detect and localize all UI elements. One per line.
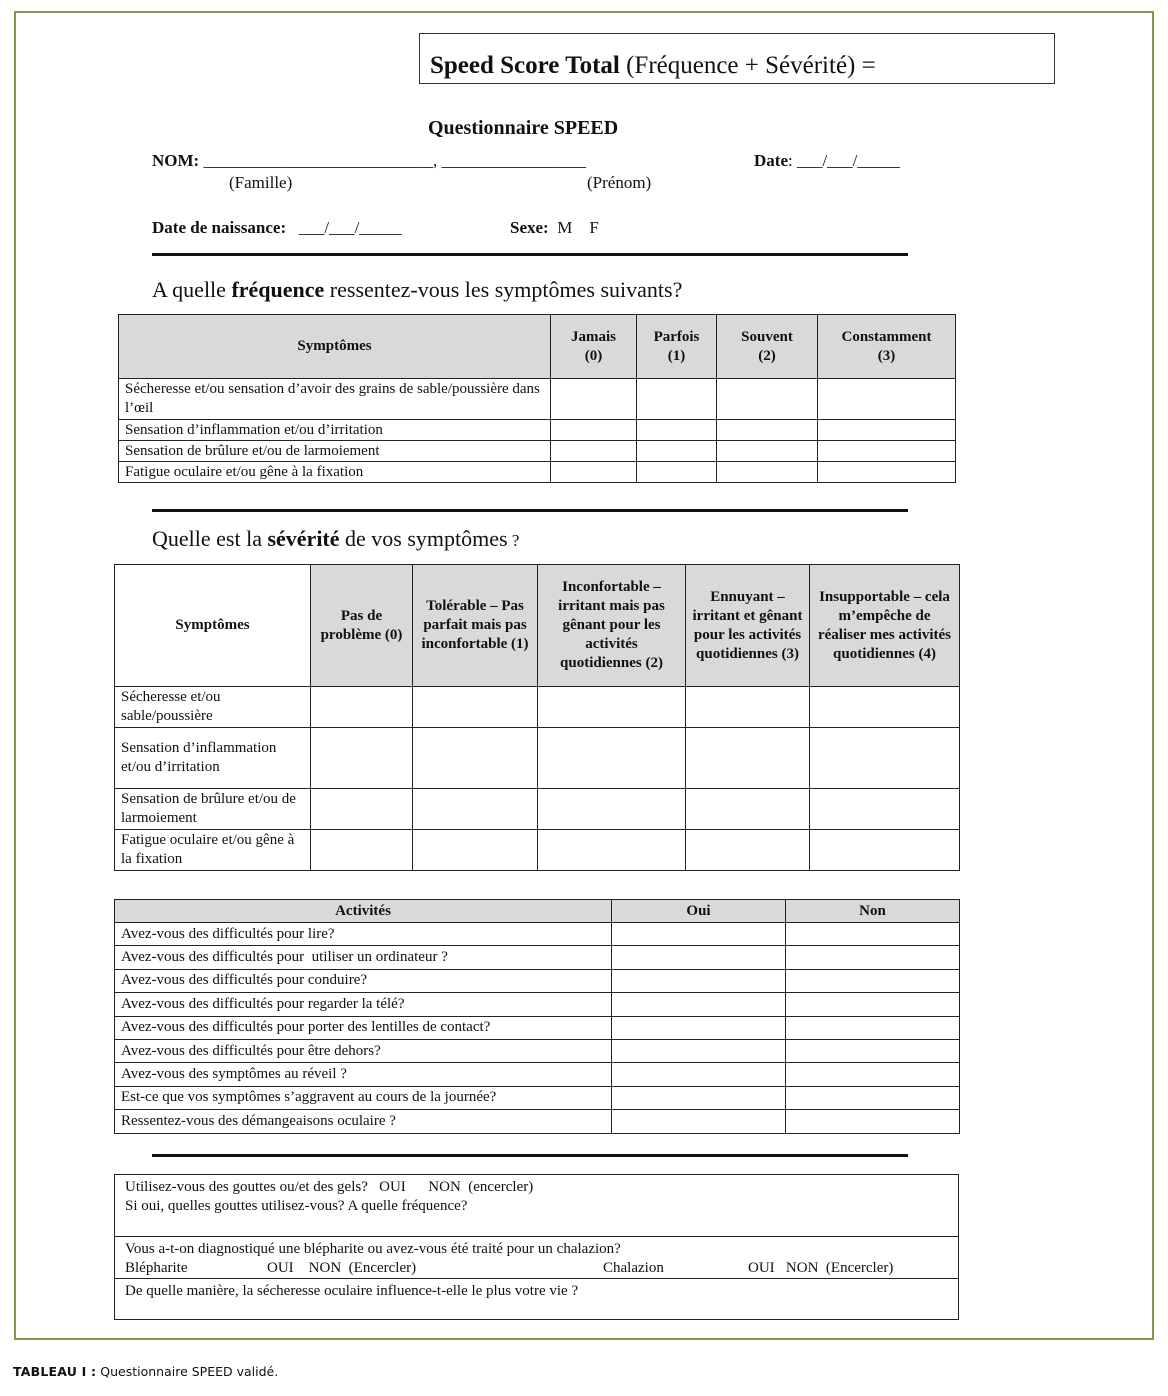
sev-header-3: Ennuyant – irritant et gênant pour les activités quotidiennes (3) — [686, 565, 810, 687]
answer-cell[interactable] — [686, 830, 810, 871]
non-cell[interactable] — [786, 993, 960, 1016]
sexe-label: Sexe: — [510, 218, 549, 237]
answer-cell[interactable] — [413, 830, 538, 871]
answer-cell[interactable] — [818, 441, 956, 462]
answer-cell[interactable] — [551, 462, 637, 483]
non-cell[interactable] — [786, 923, 960, 946]
answer-cell[interactable] — [818, 420, 956, 441]
nom-label: NOM: — [152, 151, 200, 170]
page-title: Questionnaire SPEED — [428, 117, 619, 139]
blepharitis-question: Vous a-t-on diagnostiqué une blépharite ou avez-vous été traité pour un chalazion? — [125, 1241, 621, 1257]
activities-table — [114, 899, 960, 1134]
non-cell[interactable] — [786, 1039, 960, 1062]
activity-label: Avez-vous des difficultés pour lire? — [115, 923, 612, 946]
answer-cell[interactable] — [810, 687, 960, 728]
oui-cell[interactable] — [612, 1016, 786, 1039]
answer-cell[interactable] — [637, 441, 717, 462]
table-row — [119, 379, 956, 420]
answer-cell[interactable] — [818, 379, 956, 420]
oui-cell[interactable] — [612, 1039, 786, 1062]
answer-cell[interactable] — [818, 462, 956, 483]
freq-header-souvent: Souvent (2) — [717, 315, 818, 379]
dob-blank: ___/___/_____ — [298, 218, 402, 237]
chalazion-label: Chalazion — [603, 1260, 664, 1276]
activity-label: Ressentez-vous des démangeaisons oculaire ? — [115, 1110, 612, 1133]
score-total-box — [419, 33, 1055, 84]
blepharitis-block — [115, 1237, 958, 1279]
answer-cell[interactable] — [311, 728, 413, 789]
non-cell[interactable] — [786, 946, 960, 969]
oui-cell[interactable] — [612, 1086, 786, 1109]
table-row — [115, 1063, 960, 1086]
date-label: Date — [754, 151, 788, 170]
answer-cell[interactable] — [538, 789, 686, 830]
oui-cell[interactable] — [612, 946, 786, 969]
divider — [152, 509, 908, 512]
answer-cell[interactable] — [717, 420, 818, 441]
severity-table — [114, 564, 960, 871]
impact-block — [115, 1279, 958, 1319]
answer-cell[interactable] — [413, 687, 538, 728]
answer-cell[interactable] — [311, 789, 413, 830]
freq-row-label: Sensation d’inflammation et/ou d’irritation — [119, 420, 551, 441]
oui-cell[interactable] — [612, 969, 786, 992]
freq-header-constamment: Constamment (3) — [818, 315, 956, 379]
answer-cell[interactable] — [717, 379, 818, 420]
blepharitis-options[interactable]: OUI NON (Encercler) — [267, 1260, 417, 1276]
non-cell[interactable] — [786, 1016, 960, 1039]
answer-cell[interactable] — [551, 441, 637, 462]
table-row — [115, 1110, 960, 1133]
activity-label: Avez-vous des difficultés pour conduire? — [115, 969, 612, 992]
additional-questions-box — [114, 1174, 959, 1320]
severity-question-pre: Quelle est la — [152, 526, 268, 551]
table-row — [119, 462, 956, 483]
answer-cell[interactable] — [686, 789, 810, 830]
table-row — [119, 420, 956, 441]
frequency-question-pre: A quelle — [152, 277, 232, 302]
sev-header-symptoms: Symptômes — [115, 565, 311, 687]
frequency-question-post: ressentez-vous les symptômes suivants? — [324, 277, 683, 302]
sev-row-label: Sécheresse et/ou sable/poussière — [115, 687, 311, 728]
oui-header: Oui — [612, 900, 786, 923]
date-blank: : ___/___/_____ — [787, 151, 900, 170]
answer-cell[interactable] — [551, 420, 637, 441]
caption-label: TABLEAU I : — [13, 1364, 97, 1379]
sev-row-label: Sensation de brûlure et/ou de larmoiement — [115, 789, 311, 830]
answer-cell[interactable] — [637, 379, 717, 420]
frequency-table — [118, 314, 956, 483]
sev-header-4: Insupportable – cela m’empêche de réaliser mes activités quotidiennes (4) — [810, 565, 960, 687]
answer-cell[interactable] — [810, 728, 960, 789]
blepharitis-label: Blépharite — [125, 1260, 188, 1276]
activity-label: Avez-vous des difficultés pour être dehors? — [115, 1039, 612, 1062]
answer-cell[interactable] — [551, 379, 637, 420]
activity-label: Avez-vous des difficultés pour utiliser un ordinateur ? — [115, 946, 612, 969]
sev-header-2: Inconfortable – irritant mais pas gênant pour les activités quotidiennes (2) — [538, 565, 686, 687]
answer-cell[interactable] — [413, 789, 538, 830]
non-header: Non — [786, 900, 960, 923]
blepharitis-options-line — [125, 1259, 948, 1278]
severity-question-post: de vos symptômes — [339, 526, 508, 551]
answer-cell[interactable] — [538, 728, 686, 789]
nom-field — [152, 151, 586, 171]
oui-cell[interactable] — [612, 923, 786, 946]
dob-label: Date de naissance: — [152, 218, 287, 237]
freq-header-parfois: Parfois (1) — [637, 315, 717, 379]
nom-blank: ___________________________, _________________ — [203, 151, 586, 170]
answer-cell[interactable] — [311, 687, 413, 728]
sev-header-0: Pas de problème (0) — [311, 565, 413, 687]
score-total-label — [430, 52, 876, 80]
answer-cell[interactable] — [686, 687, 810, 728]
impact-question: De quelle manière, la sécheresse oculaire influence-t-elle le plus votre vie ? — [125, 1283, 579, 1299]
table-row — [115, 1016, 960, 1039]
sev-header-1: Tolérable – Pas parfait mais pas inconfortable (1) — [413, 565, 538, 687]
answer-cell[interactable] — [686, 728, 810, 789]
activity-label: Avez-vous des difficultés pour regarder la télé? — [115, 993, 612, 1016]
dob-field — [152, 218, 402, 238]
sev-row-label: Fatigue oculaire et/ou gêne à la fixation — [115, 830, 311, 871]
table-caption — [13, 1364, 278, 1379]
score-total-formula: (Fréquence + Sévérité) = — [619, 52, 876, 79]
drops-question[interactable]: Utilisez-vous des gouttes ou/et des gels? OUI NON (encercler) — [125, 1179, 534, 1195]
activity-label: Est-ce que vos symptômes s’aggravent au cours de la journée? — [115, 1086, 612, 1109]
freq-header-symptoms: Symptômes — [119, 315, 551, 379]
sexe-field — [510, 218, 599, 238]
answer-cell[interactable] — [810, 830, 960, 871]
table-row — [115, 946, 960, 969]
table-row — [115, 993, 960, 1016]
freq-row-label: Sensation de brûlure et/ou de larmoiement — [119, 441, 551, 462]
frequency-question-bold: fréquence — [231, 277, 325, 302]
oui-cell[interactable] — [612, 1063, 786, 1086]
drops-which-question: Si oui, quelles gouttes utilisez-vous? A quelle fréquence? — [125, 1198, 468, 1214]
caption-text: Questionnaire SPEED validé. — [96, 1364, 279, 1379]
answer-cell[interactable] — [413, 728, 538, 789]
table-row — [115, 830, 960, 871]
answer-cell[interactable] — [538, 687, 686, 728]
drops-block — [115, 1175, 958, 1237]
table-row — [119, 441, 956, 462]
oui-cell[interactable] — [612, 1110, 786, 1133]
table-row — [115, 1086, 960, 1109]
frequency-question — [152, 277, 682, 303]
table-row — [115, 789, 960, 830]
answer-cell[interactable] — [637, 462, 717, 483]
activities-header: Activités — [115, 900, 612, 923]
freq-row-label: Fatigue oculaire et/ou gêne à la fixation — [119, 462, 551, 483]
non-cell[interactable] — [786, 1086, 960, 1109]
table-row — [115, 923, 960, 946]
oui-cell[interactable] — [612, 993, 786, 1016]
activity-label: Avez-vous des difficultés pour porter des lentilles de contact? — [115, 1016, 612, 1039]
severity-question-bold: sévérité — [267, 526, 340, 551]
date-field — [754, 151, 900, 171]
table-row — [115, 728, 960, 789]
famille-hint: (Famille) — [229, 173, 293, 192]
answer-cell[interactable] — [311, 830, 413, 871]
answer-cell[interactable] — [538, 830, 686, 871]
non-cell[interactable] — [786, 969, 960, 992]
answer-cell[interactable] — [717, 441, 818, 462]
divider — [152, 253, 908, 256]
freq-header-jamais: Jamais (0) — [551, 315, 637, 379]
prenom-hint: (Prénom) — [587, 173, 652, 192]
divider — [152, 1154, 908, 1157]
severity-question-mark: ? — [507, 531, 520, 550]
sexe-options: M F — [557, 218, 599, 237]
non-cell[interactable] — [786, 1063, 960, 1086]
non-cell[interactable] — [786, 1110, 960, 1133]
score-total-bold: Speed Score Total — [430, 52, 620, 79]
answer-cell[interactable] — [717, 462, 818, 483]
activity-label: Avez-vous des symptômes au réveil ? — [115, 1063, 612, 1086]
chalazion-options[interactable]: OUI NON (Encercler) — [748, 1260, 894, 1276]
table-row — [115, 1039, 960, 1062]
answer-cell[interactable] — [810, 789, 960, 830]
answer-cell[interactable] — [637, 420, 717, 441]
table-row — [115, 687, 960, 728]
freq-row-label: Sécheresse et/ou sensation d’avoir des grains de sable/poussière dans l’œil — [119, 379, 551, 420]
severity-question — [152, 526, 519, 552]
table-row — [115, 969, 960, 992]
sev-row-label: Sensation d’inflammation et/ou d’irritation — [115, 728, 311, 789]
